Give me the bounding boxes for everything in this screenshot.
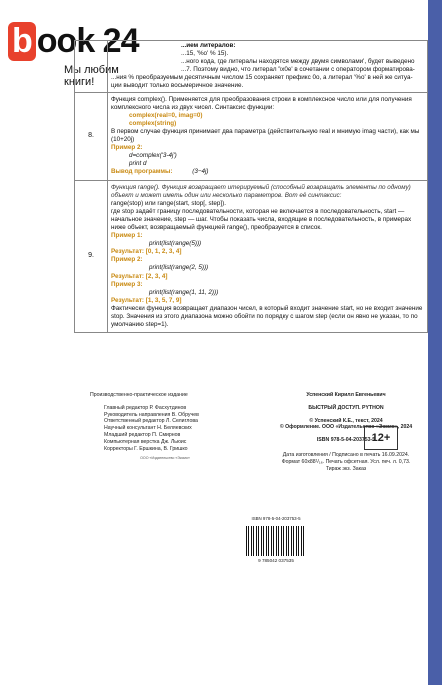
code-line: print(list(range(5))): [149, 240, 202, 248]
publisher-fine-print: ООО «Издательство «Эксмо»: [140, 456, 190, 461]
result-label: Результат:: [111, 272, 145, 280]
production-line: Дата изготовления / Подписано в печать 16.09.2024.: [282, 451, 410, 458]
barcode-number: 9 785042 037535: [258, 558, 294, 563]
imprint-page: [74, 392, 428, 662]
row-content: [108, 41, 428, 93]
syntax-line: complex(real=0, imag=0): [129, 111, 203, 119]
staff-line: Руководитель направления В. Обручев: [104, 411, 199, 418]
result-line: [111, 297, 424, 305]
row-line: ...ием литералов:: [181, 42, 236, 49]
output-label: Вывод программы:: [111, 168, 173, 176]
barcode-block: [236, 516, 316, 566]
row-content: [108, 92, 428, 180]
age-rating-badge: 12+: [364, 426, 398, 450]
imprint-right-column: [264, 392, 428, 472]
isbn: ISBN 978-5-04-203753-5: [316, 437, 376, 444]
result-label: Результат:: [111, 296, 145, 304]
copyright-line: © Оформление. ООО «Издательство «Эксмо», 2024: [279, 424, 413, 431]
logo-text: ook 24: [36, 22, 139, 60]
example-label: Пример 2:: [111, 144, 143, 152]
book-title: БЫСТРЫЙ ДОСТУП. PYTHON: [308, 404, 384, 411]
row-content: [108, 180, 428, 333]
imprint-left-column: [90, 392, 240, 461]
row-line: ...7. Поэтому видно, что литерал '\x0e' в сочетании с оператором форматирова-: [181, 66, 415, 74]
table-row: [75, 41, 428, 93]
output-line: [111, 168, 424, 176]
row-line: ...ного кода, где литералы находятся между двумя символами', будет выведено: [181, 58, 415, 66]
closing-text: Фактически функция возвращает диапазон чисел, в который входит значение start, но не входит значение stop. Значения из этого диапазона можно обойти по порядку с шагом step (если он явно не указан, то по умолчанию step=1).: [111, 304, 423, 329]
result-value: [1, 3, 5, 7, 9]: [145, 296, 182, 304]
staff-line: Ответственный редактор Л. Селиглова: [104, 418, 198, 425]
row-intro: Функция range(). Функция возвращает итерируемый (способный возвращать элементы по одному) объект и может иметь один или несколько параметров. Вот её синтаксис:: [111, 183, 411, 199]
row-description: В первом случае функция принимает два параметра (действительную real и мнимую imag части), как мы (10+20j): [111, 127, 420, 144]
barcode-isbn-text: ISBN 978-5-04-203753-5: [251, 516, 301, 521]
row-line: ...ния % преобразуемым десятичным числом 15 сохраняет префикс 0o, а литерал '%o' в ней же ситуа-: [111, 74, 413, 82]
row-number: 9.: [75, 180, 108, 333]
row-line: ...15, '%o' % 15).: [181, 50, 229, 58]
row-description: где stop задаёт границу последовательности, которая не включается в последовательность, start — начальное значение, step — шаг. Чтобы показать числа, входящие в последовательность, в примерах ниже объект, возвращаемый функцией range(), преобразуется в список.: [111, 207, 412, 231]
result-value: [0, 1, 2, 3, 4]: [145, 248, 182, 256]
result-line: [111, 273, 424, 281]
logo-tagline: Мы любим книги!: [64, 64, 119, 88]
barcode-image: [246, 526, 306, 556]
production-line: Формат 60x88¹/₁₆. Печать офсетная. Усл. печ. л. 0,73.: [281, 458, 411, 465]
row-number: 8.: [75, 92, 108, 180]
table-row: [75, 92, 428, 180]
result-label: Результат:: [111, 248, 145, 256]
page-edge: [428, 0, 442, 685]
example-label: Пример 2:: [111, 256, 143, 264]
author-name: Успенский Кирилл Евгеньевич: [306, 392, 386, 398]
code-line: print d: [129, 160, 147, 168]
example-label: Пример 3:: [111, 280, 143, 288]
row-intro: Функция complex(). Применяется для преобразования строки в комплексное число или для получения комплексного числа из двух чисел. Синтаксис функции:: [111, 95, 412, 111]
code-line: d=complex('3-4j'): [129, 152, 177, 160]
output-value: (3−4j): [192, 168, 209, 176]
result-line: [111, 248, 424, 256]
production-line: Тираж экз. Заказ: [325, 465, 367, 472]
row-line: ции выводит только восьмеричное значение.: [111, 82, 244, 90]
code-line: print(list(range(1, 11, 2))): [149, 288, 219, 296]
syntax-line: range(stop) или range(start, stop[, step]).: [111, 199, 227, 207]
syntax-line: complex(string): [129, 119, 177, 127]
staff-line: Научный консультант Н. Беляевских: [104, 425, 192, 432]
copyright-line: © Успенский К.Е., текст, 2024: [309, 417, 383, 424]
staff-line: Компьютерная верстка Дж. Льюис: [104, 438, 187, 445]
staff-line: Главный редактор Р. Фасхутдинов: [104, 404, 187, 411]
staff-line: Корректоры Г. Ершкина, В. Гришко: [104, 445, 188, 452]
row-number: [75, 41, 108, 93]
result-value: [2, 3, 4]: [145, 272, 168, 280]
logo-mark: b ook 24: [8, 22, 139, 61]
imprint-genre: Производственно-практическое издание: [90, 392, 188, 398]
staff-line: Младший редактор П. Смирнов: [104, 431, 181, 438]
example-label: Пример 1:: [111, 232, 143, 240]
functions-table: [74, 40, 428, 333]
code-line: print(list(range(2, 5))): [149, 264, 209, 272]
table-row: [75, 180, 428, 333]
